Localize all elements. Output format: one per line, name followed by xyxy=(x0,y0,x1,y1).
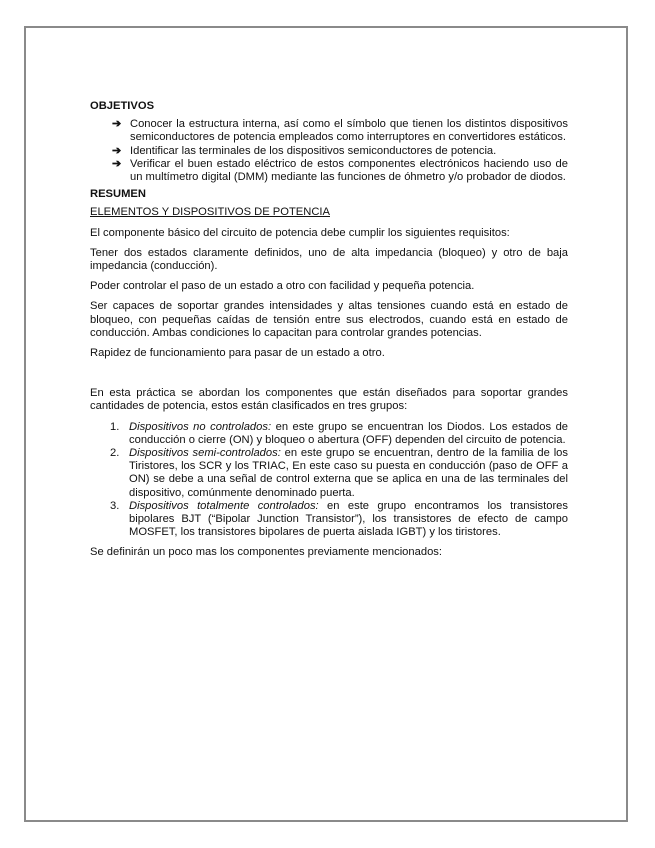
closing-paragraph: Se definirán un poco mas los componentes previamente mencionados: xyxy=(90,546,442,559)
list-item xyxy=(90,145,568,158)
document-page xyxy=(24,26,628,822)
objetivos-heading: OBJETIVOS xyxy=(90,100,155,112)
group-term: Dispositivos no controlados: xyxy=(129,420,272,433)
paragraph: Rapidez de funcionamiento para pasar de un estado a otro. xyxy=(90,347,385,360)
paragraph: Ser capaces de soportar grandes intensidades y altas tensiones cuando está en estado de bloqueo, con pequeñas caídas de tensión entre sus electrodos, cuando está en estado de conducción. Ambas condiciones lo capacitan para controlar grandes potencias. xyxy=(90,300,568,339)
list-item xyxy=(90,118,568,144)
list-item xyxy=(90,500,568,540)
objetivo-text: Verificar el buen estado eléctrico de estos componentes electrónicos haciendo uso de un multímetro digital (DMM) mediante las funciones de óhmetro y/o probador de diodos. xyxy=(130,157,568,184)
objetivo-text: Conocer la estructura interna, así como el símbolo que tienen los distintos dispositivos semiconductores de potencia empleados como interruptores en convertidores estáticos. xyxy=(130,118,568,144)
arrow-right-icon: ➔ xyxy=(112,157,122,170)
spacer xyxy=(90,367,568,387)
objetivo-text: Identificar las terminales de los dispositivos semiconductores de potencia. xyxy=(130,144,497,157)
group-term: Dispositivos semi-controlados: xyxy=(129,447,281,460)
section-subheading: ELEMENTOS Y DISPOSITIVOS DE POTENCIA xyxy=(90,206,330,219)
list-item xyxy=(90,447,568,500)
paragraph: El componente básico del circuito de potencia debe cumplir los siguientes requisitos: xyxy=(90,226,510,239)
group-text: en este grupo encontramos los transistores bipolares BJT (“Bipolar Junction Transistor”), los transistores de efecto de campo MOSFET, los transistores bipolares de puerta aislada IGBT) y los tiristores. xyxy=(129,499,568,539)
groups-list xyxy=(90,421,568,540)
item-number: 3. xyxy=(110,499,120,512)
paragraph: Tener dos estados claramente definidos, uno de alta impedancia (bloqueo) y otro de baja impedancia (conducción). xyxy=(90,246,568,273)
list-item xyxy=(90,421,568,447)
item-number: 2. xyxy=(110,447,120,460)
objetivos-list xyxy=(90,118,568,184)
group-text: en este grupo se encuentran, dentro de la familia de los Tiristores, los SCR y los TRIAC, En este caso su puesta en conducción (paso de OFF a ON) se debe a una señal de control externa que se aplica en una de las terminales del dispositivo, comúnmente denominado puerta. xyxy=(129,447,568,499)
list-item xyxy=(90,158,568,184)
group-text: en este grupo se encuentran los Diodos. Los estados de conducción o cierre (ON) y bloqueo o abertura (OFF) dependen del circuito de potencia. xyxy=(129,420,569,446)
paragraph: Poder controlar el paso de un estado a otro con facilidad y pequeña potencia. xyxy=(90,280,475,293)
resumen-heading: RESUMEN xyxy=(90,188,146,201)
arrow-right-icon: ➔ xyxy=(112,144,122,157)
arrow-right-icon: ➔ xyxy=(112,118,122,131)
group-term: Dispositivos totalmente controlados: xyxy=(129,499,319,512)
intro-paragraph: En esta práctica se abordan los componentes que están diseñados para soportar grandes cantidades de potencia, estos están clasificados en tres grupos: xyxy=(90,387,568,413)
page-content xyxy=(90,100,568,567)
item-number: 1. xyxy=(110,420,120,433)
